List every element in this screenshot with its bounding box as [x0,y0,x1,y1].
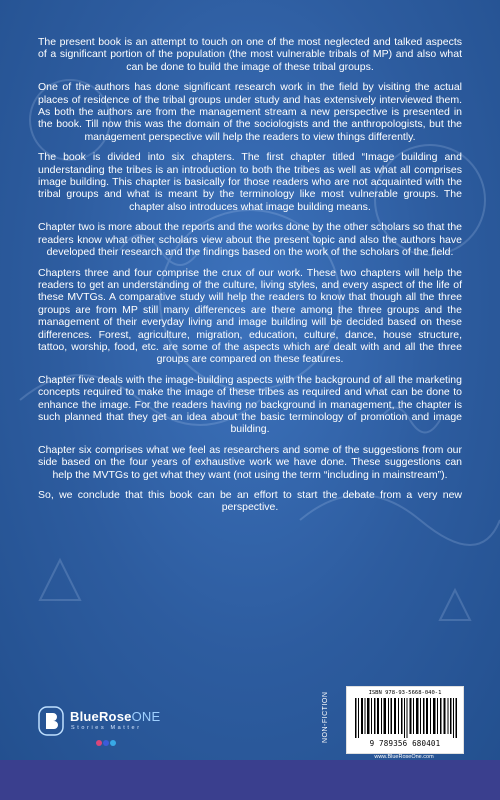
publisher-logo [38,702,198,744]
facebook-icon [103,740,109,746]
publisher-name [70,709,160,724]
genre-label: NON-FICTION [322,691,329,743]
book-description [38,36,462,522]
description-paragraph: Chapter six comprises what we feel as researchers and some of the suggestions from our side based on the four years of exhaustive work we have done. These suggestions can help the MVTGs to get what they want (not using the term “including in mainstream”). [38,443,462,481]
description-paragraph: One of the authors has done significant research work in the field by visiting the actual places of residence of the tribal groups under study and has extensively interviewed them. As both the authors are from the management stream a new perspective is presented in the book. Till now this was the domain of the sociologists and the anthropologists, but the management perspective will help the readers to view things differently. [38,81,462,143]
isbn-barcode [346,686,464,754]
publisher-name-main: BlueRose [70,709,132,724]
publisher-name-suffix: ONE [131,709,161,724]
publisher-tagline: Stories Matter [71,725,142,731]
twitter-icon [110,740,116,746]
description-paragraph: Chapters three and four comprise the crux of our work. These two chapters will help the readers to get an understanding of the culture, living styles, and every aspect of the life of these MVTGs. A comparative study will help the readers to know that though all the three groups are from MP still many differences are there among the three groups and the management of their everyday living and image building will be decided based on these differences. Forest, agriculture, migration, education, culture, dance, house structure, tattoo, worship, food, etc. are some of the aspects which are dealt with and all the three groups are compared on these features. [38,266,462,366]
social-icons [96,733,117,741]
barcode-icon [355,698,457,738]
barcode-digits: 9 789356 680401 [369,739,441,748]
description-paragraph: The book is divided into six chapters. The first chapter titled “Image building and understanding the tribes is an introduction to both the tribes as well as what all comprises image building. This chapter is basically for those readers who are not acquainted with the tribal groups and what is meant by the terminology like most vulnerable groups. The chapter also introduces what image building means. [38,151,462,213]
bluerose-logo-icon [38,706,64,736]
instagram-icon [96,740,102,746]
description-paragraph: Chapter two is more about the reports and the works done by the other scholars so that the readers know what other scholars view about the present topic and also the authors have developed their research and the findings based on the work of the scholars of the field. [38,221,462,259]
publisher-website: www.BlueRoseOne.com [374,754,434,760]
description-paragraph: Chapter five deals with the image-building aspects with the background of all the marketing concepts required to make the image of these tribes as required and what can be done to enhance the image. For the readers having no background in management, the chapter is such planned that they get an idea about the basic terminology of promotion and image building. [38,373,462,436]
description-paragraph: So, we conclude that this book can be an effort to start the debate from a very new perspective. [38,489,462,514]
isbn-label: ISBN 978-93-5668-040-1 [368,690,442,696]
bottom-color-strip [0,760,500,800]
description-paragraph: The present book is an attempt to touch on one of the most neglected and talked aspects of a significant portion of the population (the most vulnerable tribals of MP) and also what can be done to build the image of these tribal groups. [38,36,462,73]
